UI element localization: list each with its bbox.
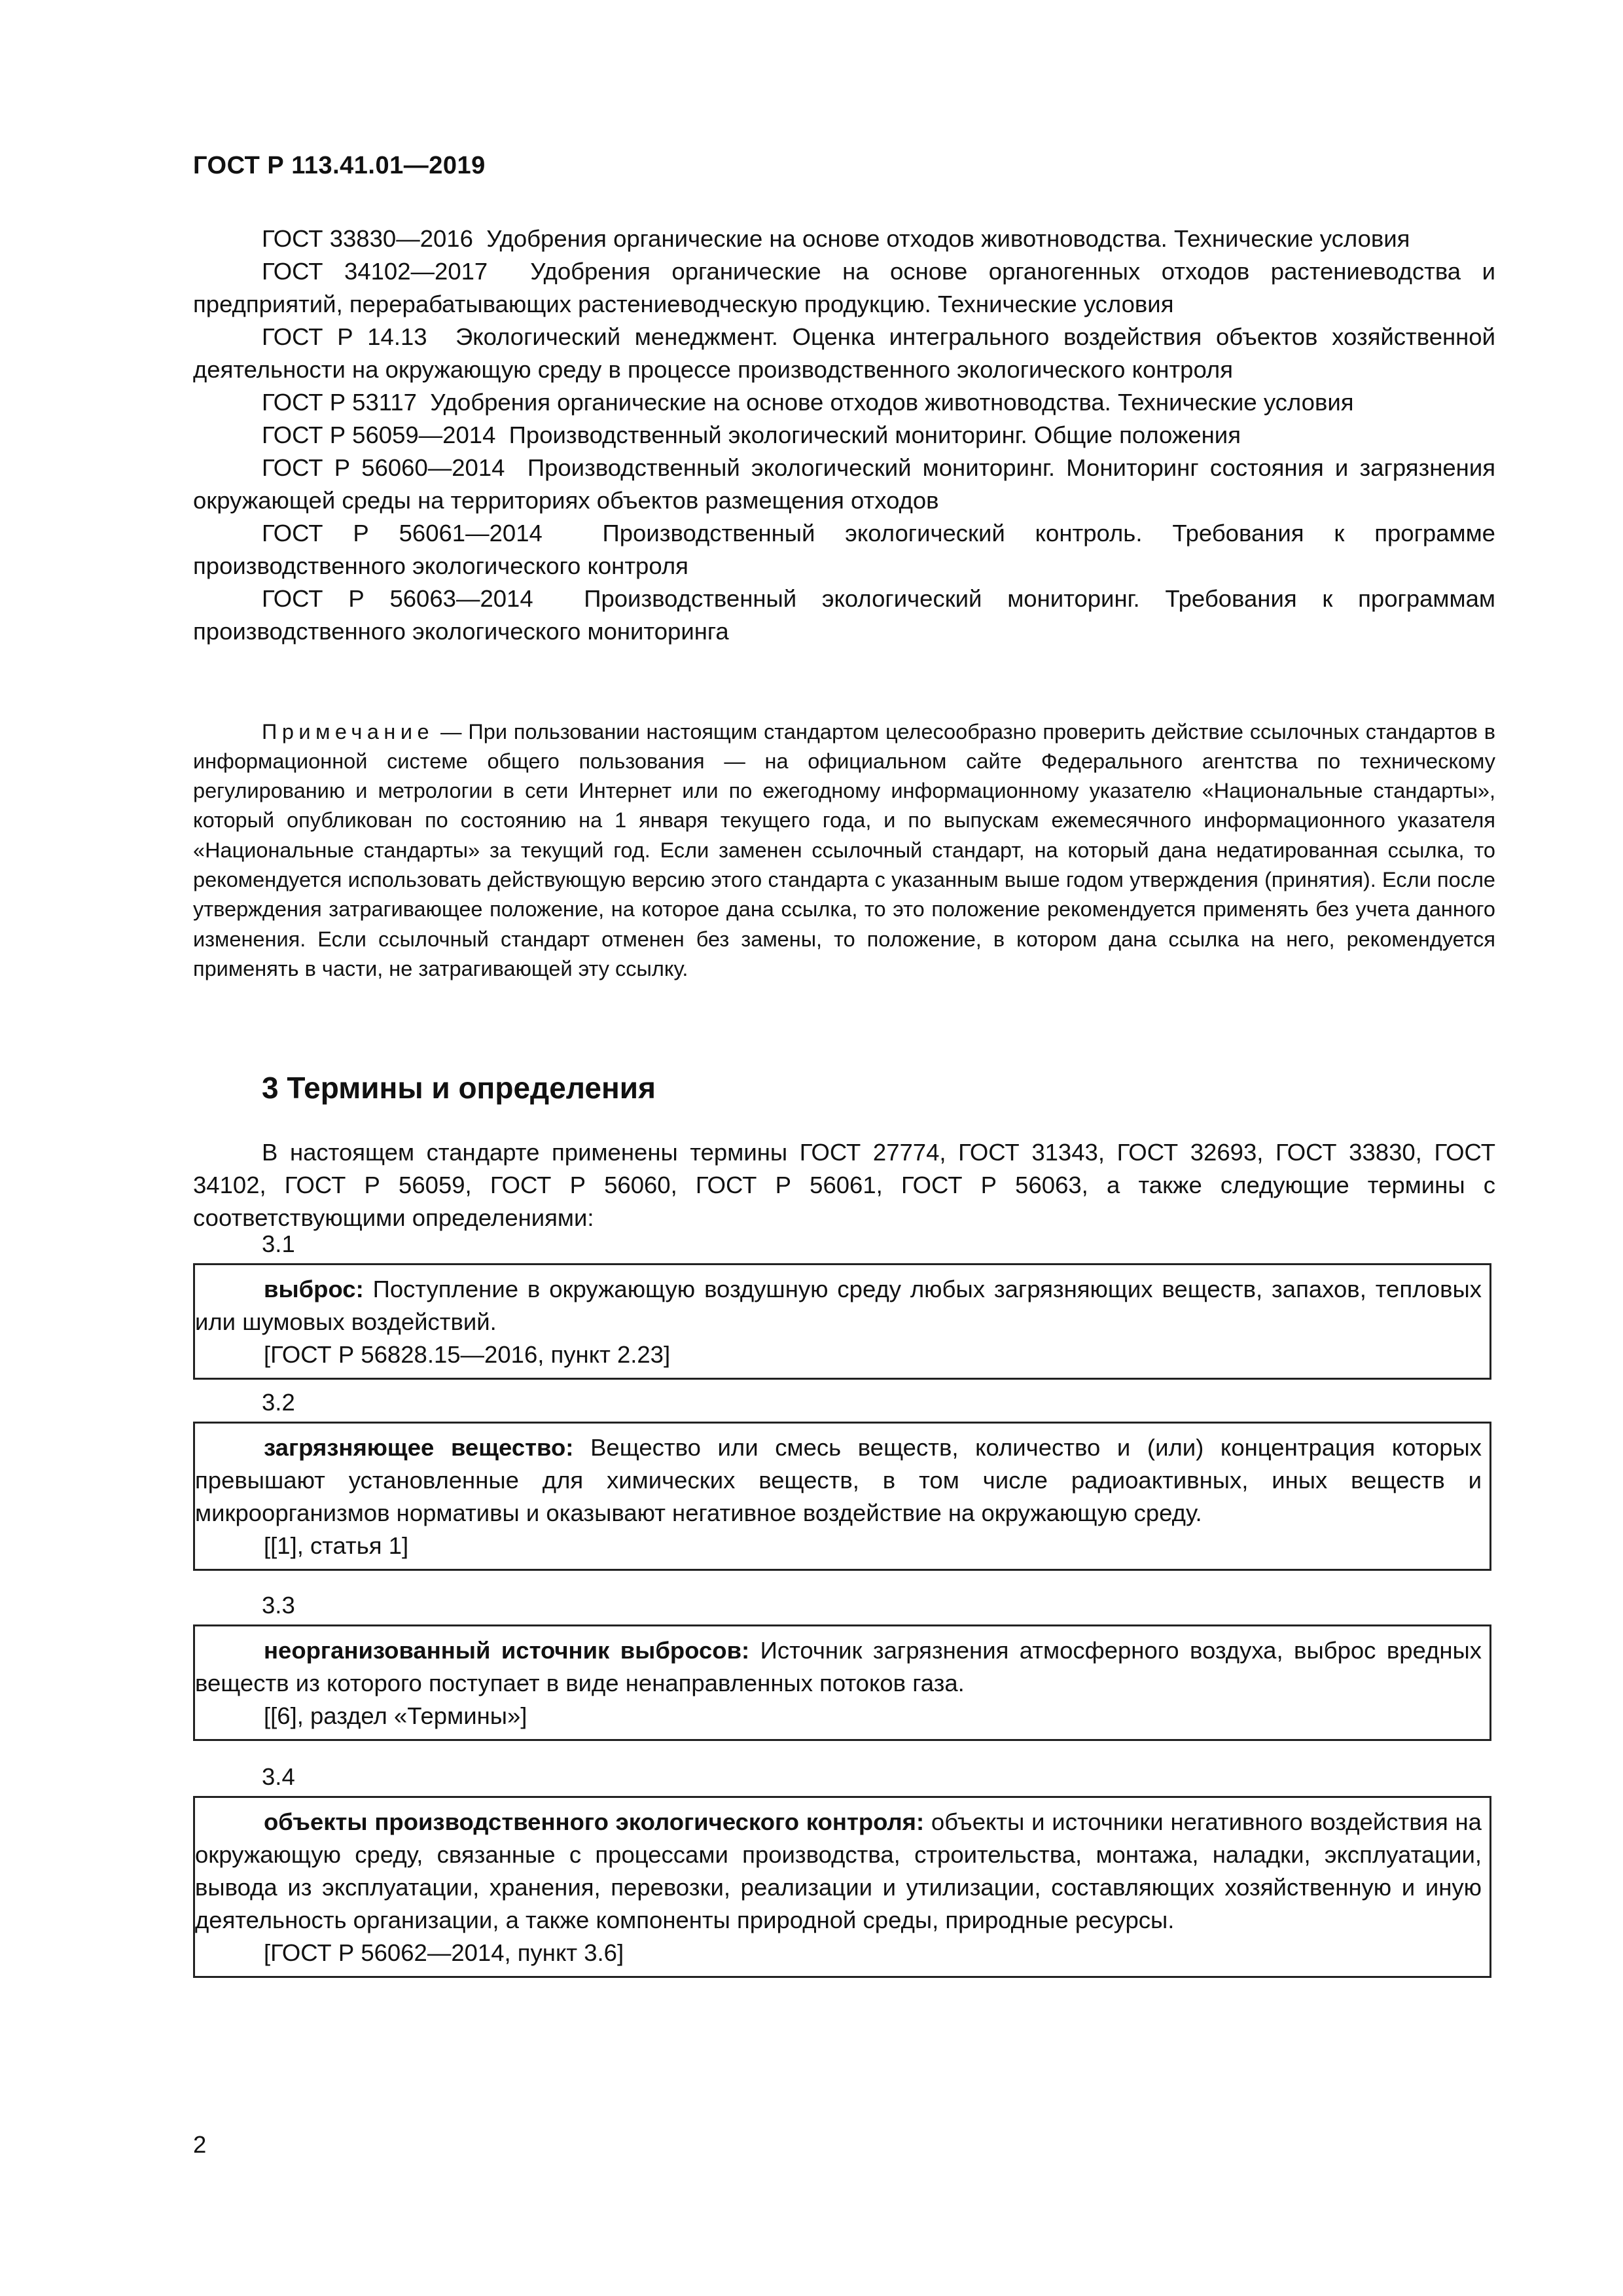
section-intro: В настоящем стандарте применены термины ГОСТ 27774, ГОСТ 31343, ГОСТ 32693, ГОСТ 33830, ГОСТ 34102, ГОСТ Р 56059, ГОСТ Р 56060, ГОСТ Р 56061, ГОСТ Р 56063, а также следующие термины с соответствующими определениями:: [193, 1139, 1495, 1231]
term-box: [193, 1796, 1491, 1978]
reference-item: ГОСТ Р 56059—2014 Производственный экологический мониторинг. Общие положения: [262, 422, 1241, 448]
term-definition: загрязняющее вещество: Вещество или смесь веществ, количество и (или) концентрация которых превышают установленные для химических веществ, в том числе радиоактивных, иных веществ и микроорганизмов нормативы и оказывают негативное воздействие на окружающую среду.: [195, 1434, 1482, 1526]
reference-item: ГОСТ Р 56063—2014 Производственный экологический мониторинг. Требования к программам производственного экологического мониторинга: [193, 585, 1495, 645]
term-source: [ГОСТ Р 56828.15—2016, пункт 2.23]: [264, 1341, 671, 1368]
term-number: 3.1: [262, 1230, 295, 1257]
term-name: объекты производственного экологического контроля:: [264, 1808, 925, 1835]
term-definition: неорганизованный источник выбросов: Источник загрязнения атмосферного воздуха, выброс вредных веществ из которого поступает в виде ненаправленных потоков газа.: [195, 1637, 1482, 1696]
section-title: 3 Термины и определения: [262, 1071, 656, 1105]
reference-item: ГОСТ Р 56061—2014 Производственный экологический контроль. Требования к программе производственного экологического контроля: [193, 520, 1495, 579]
document-header: ГОСТ Р 113.41.01—2019: [193, 152, 486, 179]
term-number: 3.3: [262, 1592, 295, 1619]
page-number: 2: [193, 2131, 207, 2158]
note-label: Примечание: [262, 719, 435, 744]
term-definition: объекты производственного экологического контроля: объекты и источники негативного воздействия на окружающую среду, связанные с процессами производства, строительства, монтажа, наладки, эксплуатации, вывода из эксплуатации, хранения, перевозки, реализации и утилизации, составляющих хозяйственную и иную деятельность организации, а также компоненты природной среды, природные ресурсы.: [195, 1808, 1482, 1933]
reference-list: [193, 223, 1495, 648]
term-source: [[6], раздел «Термины»]: [264, 1702, 527, 1729]
term-definition: выброс: Поступление в окружающую воздушную среду любых загрязняющих веществ, запахов, тепловых или шумовых воздействий.: [195, 1276, 1482, 1335]
term-name: загрязняющее вещество:: [264, 1434, 574, 1461]
reference-item: ГОСТ Р 14.13 Экологический менеджмент. Оценка интегрального воздействия объектов хозяйственной деятельности на окружающую среду в процессе производственного экологического контроля: [193, 323, 1495, 383]
term-source: [ГОСТ Р 56062—2014, пункт 3.6]: [264, 1939, 624, 1966]
note-paragraph: [193, 717, 1495, 984]
term-box: [193, 1263, 1491, 1380]
reference-item: ГОСТ Р 53117 Удобрения органические на основе отходов животноводства. Технические условия: [262, 389, 1354, 416]
term-box: [193, 1624, 1491, 1741]
reference-item: ГОСТ 33830—2016 Удобрения органические на основе отходов животноводства. Технические условия: [262, 225, 1410, 252]
term-source: [[1], статья 1]: [264, 1532, 409, 1559]
note-text: — При пользовании настоящим стандартом целесообразно проверить действие ссылочных стандартов в информационной системе общего пользования — на официальном сайте Федерального агентства по техническому регулированию и метрологии в сети Интернет или по ежегодному информационному указателю «Национальные стандарты», который опубликован по состоянию на 1 января текущего года, и по выпускам ежемесячного информационного указателя «Национальные стандарты» за текущий год. Если заменен ссылочный стандарт, на который дана недатированная ссылка, то рекомендуется использовать действующую версию этого стандарта с указанным выше годом утверждения (принятия). Если после утверждения затрагивающее положение, на которое дана ссылка, то это положение рекомендуется применять без учета данного изменения. Если ссылочный стандарт отменен без замены, то положение, в котором дана ссылка на него, рекомендуется применять в части, не затрагивающей эту ссылку.: [193, 719, 1495, 980]
term-name: неорганизованный источник выбросов:: [264, 1637, 750, 1664]
term-number: 3.2: [262, 1389, 295, 1416]
term-name: выброс:: [264, 1276, 364, 1302]
reference-item: ГОСТ 34102—2017 Удобрения органические на основе органогенных отходов растениеводства и предприятий, перерабатывающих растениеводческую продукцию. Технические условия: [193, 258, 1495, 317]
reference-item: ГОСТ Р 56060—2014 Производственный экологический мониторинг. Мониторинг состояния и загрязнения окружающей среды на территориях объектов размещения отходов: [193, 454, 1495, 514]
term-box: [193, 1422, 1491, 1571]
term-number: 3.4: [262, 1763, 295, 1790]
